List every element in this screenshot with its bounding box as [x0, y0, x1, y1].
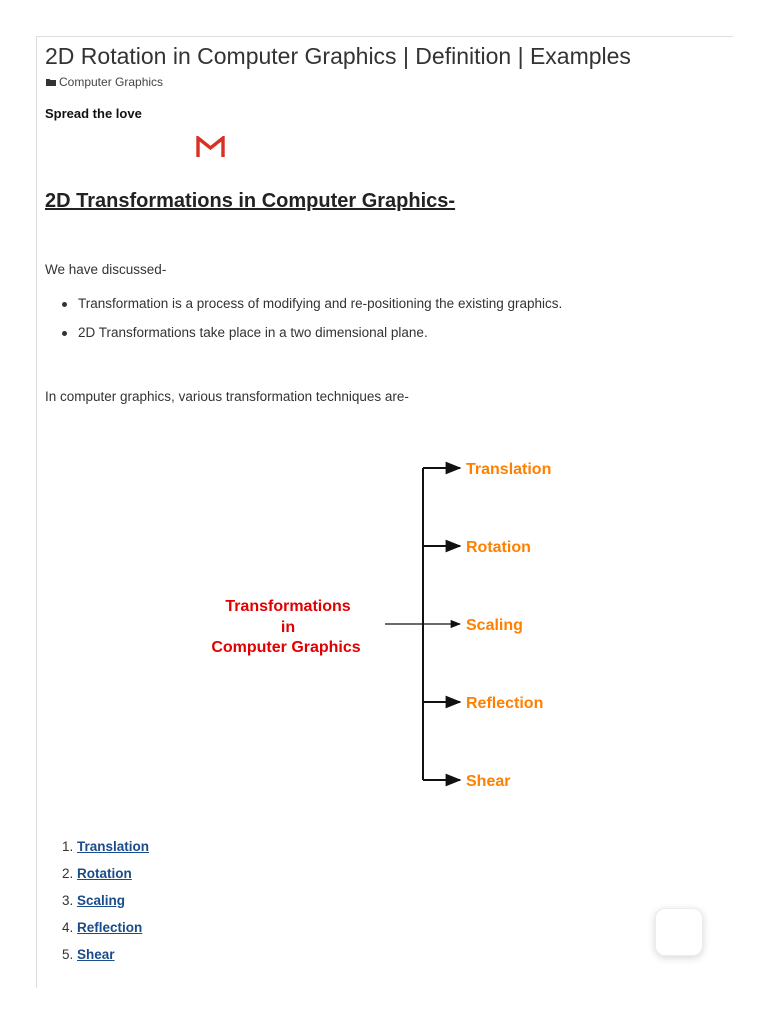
- link-scaling[interactable]: Scaling: [77, 893, 126, 908]
- diagram-root-line-3: Computer Graphics: [211, 639, 361, 656]
- content-frame-left-border: [36, 36, 37, 988]
- transformations-diagram: [190, 445, 590, 805]
- category-link[interactable]: [46, 75, 163, 89]
- bullet-item: 2D Transformations take place in a two dimensional plane.: [45, 324, 562, 353]
- discussion-bullet-list: [45, 295, 562, 353]
- list-item: [62, 865, 149, 892]
- diagram-branch-scaling: Scaling: [466, 617, 523, 634]
- list-item-number: 2.: [62, 866, 74, 881]
- gmail-icon[interactable]: [196, 136, 225, 158]
- folder-icon: [46, 78, 56, 86]
- list-item-number: 4.: [62, 920, 74, 935]
- list-item: [62, 838, 149, 865]
- category-label: Computer Graphics: [59, 75, 164, 89]
- diagram-root-line-1: Transformations: [225, 598, 351, 615]
- link-rotation[interactable]: Rotation: [77, 866, 132, 881]
- diagram-branch-shear: Shear: [466, 773, 511, 790]
- spread-the-love-label: Spread the love: [45, 106, 142, 121]
- diagram-branch-reflection: Reflection: [466, 695, 544, 712]
- bullet-item: Transformation is a process of modifying and re-positioning the existing graphics.: [45, 295, 562, 324]
- floating-chat-button[interactable]: [655, 908, 703, 956]
- link-shear[interactable]: Shear: [77, 947, 115, 962]
- content-frame-top-border: [36, 36, 733, 37]
- list-item: [62, 946, 149, 973]
- diagram-branch-translation: Translation: [466, 461, 552, 478]
- link-translation[interactable]: Translation: [77, 839, 150, 854]
- list-item-number: 3.: [62, 893, 74, 908]
- list-item: [62, 919, 149, 946]
- diagram-branch-rotation: Rotation: [466, 539, 531, 556]
- intro-text: We have discussed-: [45, 262, 167, 277]
- link-reflection[interactable]: Reflection: [77, 920, 143, 935]
- list-item: [62, 892, 149, 919]
- techniques-list: [62, 838, 149, 973]
- list-item-number: 1.: [62, 839, 74, 854]
- list-item-number: 5.: [62, 947, 74, 962]
- techniques-intro-text: In computer graphics, various transformation techniques are-: [45, 389, 409, 404]
- page-title: 2D Rotation in Computer Graphics | Definition | Examples: [45, 43, 631, 69]
- section-heading: 2D Transformations in Computer Graphics-: [45, 190, 456, 212]
- diagram-root-line-2: in: [280, 619, 296, 636]
